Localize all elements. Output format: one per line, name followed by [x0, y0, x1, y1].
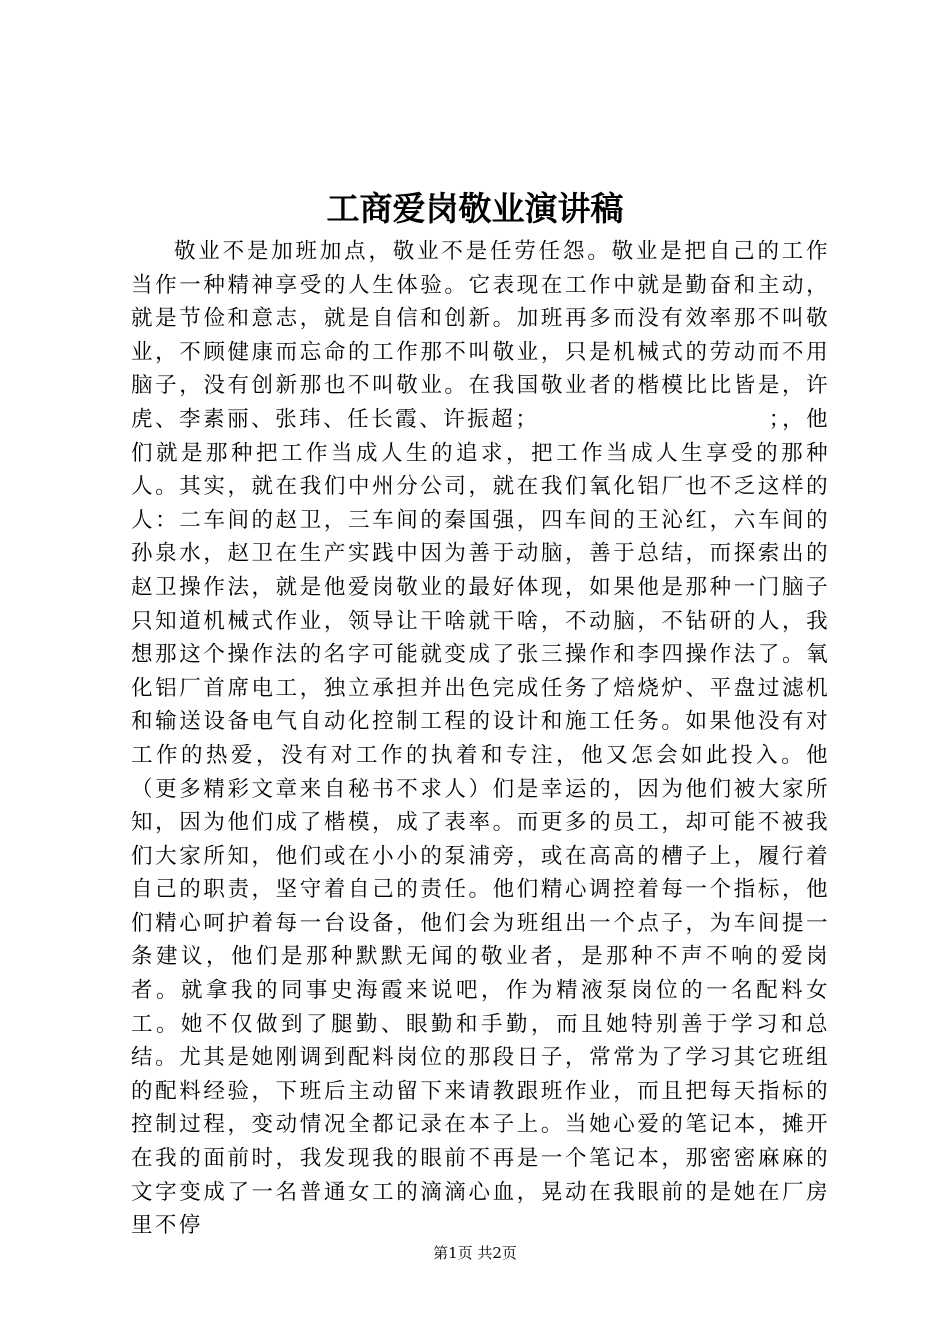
document-body-paragraph: 敬业不是加班加点，敬业不是任劳任怨。敬业是把自己的工作当作一种精神享受的人生体验。它表现在工作中就是勤奋和主动，就是节俭和意志，就是自信和创新。加班再多而没有效率那不叫敬业，不顾健康而忘命的工作那不叫敬业，只是机械式的劳动而不用脑子，没有创新那也不叫敬业。在我国敬业者的楷模比比皆是，许虎、李素丽、张玮、任长霞、许振超； ；，他们就是那种把工作当成人生的追求，把工作当成人生享受的那种人。其实，就在我们中州分公司，就在我们氧化铝厂也不乏这样的人：二车间的赵卫，三车间的秦国强，四车间的王沁红，六车间的孙泉水，赵卫在生产实践中因为善于动脑，善于总结，而探索出的赵卫操作法，就是他爱岗敬业的最好体现，如果他是那种一门脑子只知道机械式作业，领导让干啥就干啥，不动脑，不钻研的人，我想那这个操作法的名字可能就变成了张三操作和李四操作法了。氧化铝厂首席电工，独立承担并出色完成任务了焙烧炉、平盘过滤机和输送设备电气自动化控制工程的设计和施工任务。如果他没有对工作的热爱，没有对工作的执着和专注，他又怎会如此投入。他（更多精彩文章来自秘书不求人）们是幸运的，因为他们被大家所知，因为他们成了楷模，成了表率。而更多的员工，却可能不被我们大家所知，他们或在小小的泵浦旁，或在高高的槽子上，履行着自己的职责，坚守着自己的责任。他们精心调控着每一个指标，他们精心呵护着每一台设备，他们会为班组出一个点子，为车间提一条建议，他们是那种默默无闻的敬业者，是那种不声不响的爱岗者。就拿我的同事史海霞来说吧，作为精液泵岗位的一名配料女工。她不仅做到了腿勤、眼勤和手勤，而且她特别善于学习和总结。尤其是她刚调到配料岗位的那段日子，常常为了学习其它班组的配料经验，下班后主动留下来请教跟班作业，而且把每天指标的控制过程，变动情况全都记录在本子上。当她心爱的笔记本，摊开在我的面前时，我发现我的眼前不再是一个笔记本，那密密麻麻的文字变成了一名普通女工的滴滴心血，晃动在我眼前的是她在厂房里不停 — [131, 239, 830, 1239]
document-title: 工商爱岗敬业演讲稿 — [326, 189, 624, 228]
page-number-footer: 第1页 共2页 — [433, 1244, 517, 1262]
